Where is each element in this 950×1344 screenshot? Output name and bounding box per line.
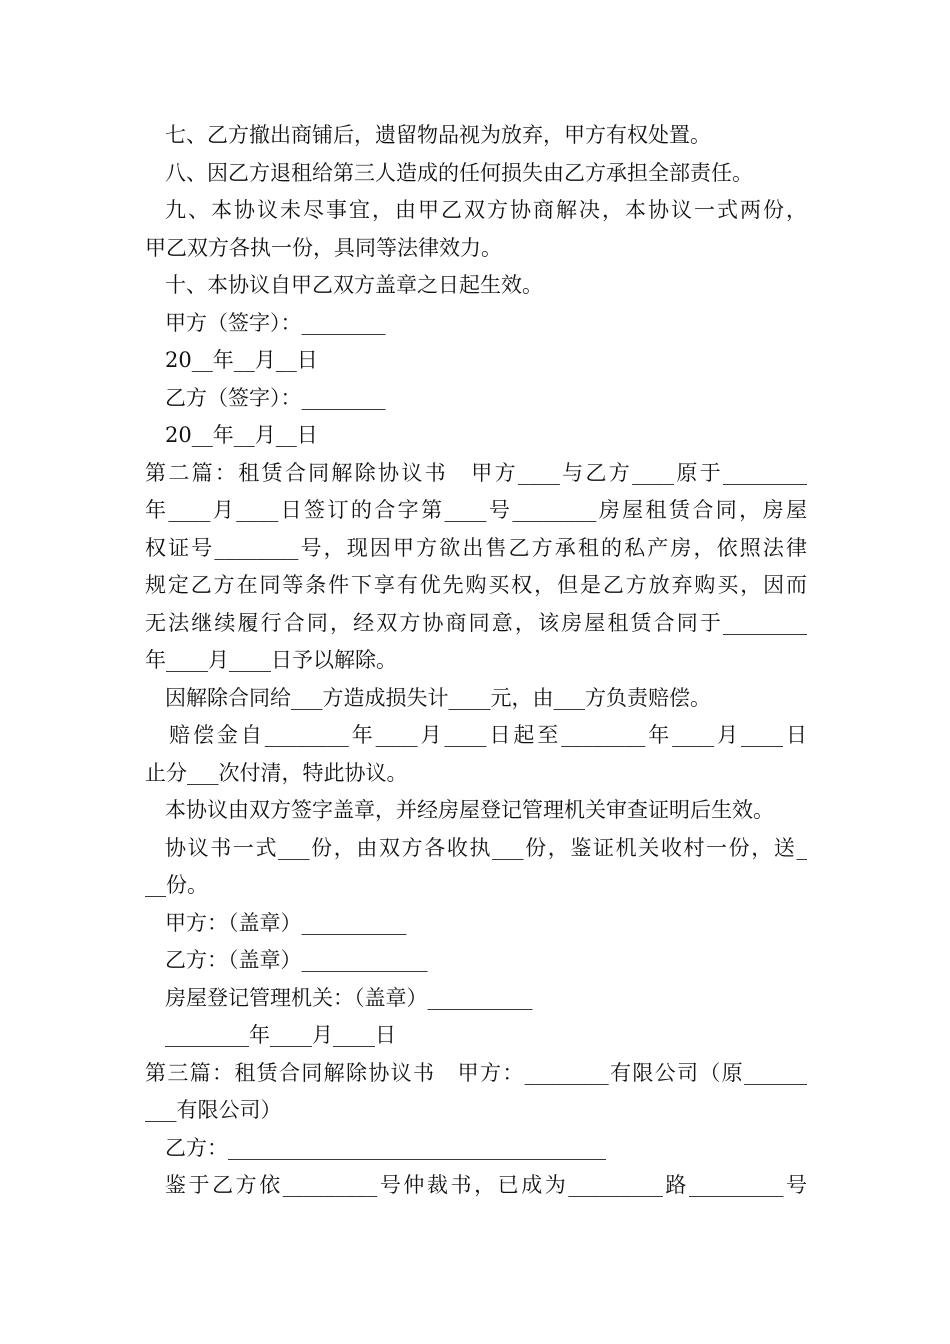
section-3-heading-line: 第三篇：租赁合同解除协议书 甲方：________有限公司（原______ — [145, 1060, 807, 1085]
party-b-date: 20__年__月__日 — [165, 423, 318, 447]
clause-9-line-2: 甲乙双方各执一份，具同等法律效力。 — [145, 235, 502, 260]
section-3-line-2: ___有限公司） — [145, 1098, 282, 1122]
section-2-heading-line: 第二篇：租赁合同解除协议书 甲方____与乙方____原于________ — [145, 460, 807, 485]
party-a-date: 20__年__月__日 — [165, 348, 318, 372]
party-a-signature: 甲方（签字）：________ — [165, 310, 386, 335]
party-b-signature: 乙方（签字）：________ — [165, 385, 386, 410]
section-2-line-3: 权证号________号，现因甲方欲出售乙方承租的私产房，依照法律 — [145, 535, 807, 560]
copies-clause-line-2: __份。 — [145, 873, 208, 897]
clause-7: 七、乙方撤出商铺后，遗留物品视为放弃，甲方有权处置。 — [165, 123, 711, 147]
copies-clause-line-1: 协议书一式___份，由双方各收执___份，鉴证机关收村一份，送_ — [165, 835, 807, 860]
section-2-date: ________年____月____日 — [165, 1023, 396, 1047]
document-body — [145, 117, 807, 1205]
compensation-clause: 因解除合同给___方造成损失计____元，由___方负责赔偿。 — [165, 685, 711, 710]
clause-9-line-1: 九、本协议未尽事宜，由甲乙双方协商解决，本协议一式两份， — [165, 198, 807, 222]
section-2-line-2: 年____月____日签订的合字第____号________房屋租赁合同，房屋 — [145, 498, 807, 522]
section-3-party-b: 乙方：____________________________________ — [165, 1135, 606, 1160]
party-b-seal: 乙方：（盖章）____________ — [165, 948, 428, 972]
authority-seal: 房屋登记管理机关：（盖章）__________ — [165, 985, 533, 1010]
clause-10: 十、本协议自甲乙双方盖章之日起生效。 — [165, 273, 543, 297]
clause-8: 八、因乙方退租给第三人造成的任何损失由乙方承担全部责任。 — [165, 160, 753, 185]
section-2-line-6: 年____月____日予以解除。 — [145, 648, 397, 672]
section-2-line-5: 无法继续履行合同，经双方协商同意，该房屋租赁合同于________ — [145, 610, 807, 635]
effect-clause: 本协议由双方签字盖章，并经房屋登记管理机关审查证明后生效。 — [165, 798, 774, 822]
section-2-line-4: 规定乙方在同等条件下享有优先购买权，但是乙方放弃购买，因而 — [145, 573, 807, 597]
compensation-period-line-1: 赔偿金自________年____月____日起至________年____月____日 — [169, 723, 807, 747]
section-3-recital: 鉴于乙方依_________号仲裁书，已成为_________路_________号 — [165, 1173, 807, 1197]
party-a-seal: 甲方：（盖章）__________ — [165, 910, 407, 935]
compensation-period-line-2: 止分___次付清，特此协议。 — [145, 760, 408, 785]
